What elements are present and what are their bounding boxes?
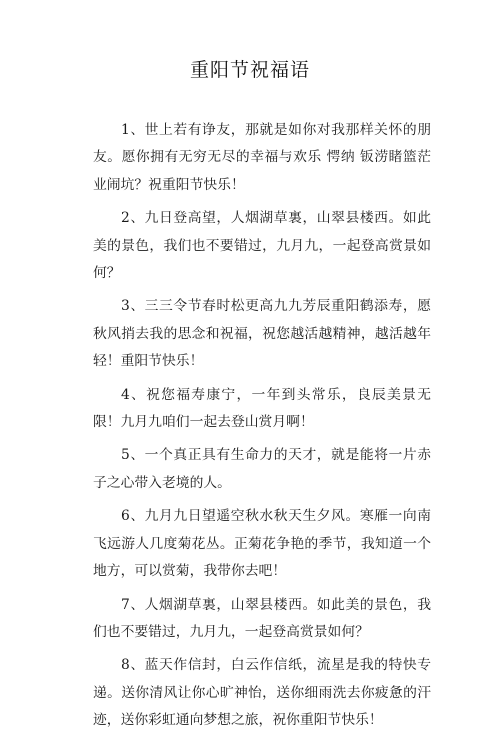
paragraph-6: 6、九月九日望遥空秋水秋天生夕风。寒雁一向南飞远游人几度菊花丛。正菊花争艳的季节，我知道一个地方，可以赏菊，我带你去吧！	[93, 508, 431, 580]
document-title: 重阳节祝福语	[189, 59, 310, 81]
paragraph-1: 1、世上若有诤友，那就是如你对我那样关怀的朋友。愿你拥有无穷无尽的幸福与欢乐 愕纳 钣涝睹篮茫 业闹坑？祝重阳节快乐！	[93, 122, 431, 193]
document-body	[93, 117, 431, 741]
paragraph-3: 3、三三令节春时松更高九九芳辰重阳鹤添寿，愿秋风捎去我的思念和祝福，祝您越活越精神，越活越年轻！重阳节快乐！	[93, 298, 431, 370]
paragraph-7: 7、人烟湖草裏，山翠县楼西。如此美的景色，我们也不要错过，九月九，一起登高赏景如何？	[93, 596, 431, 640]
paragraph-8: 8、蓝天作信封，白云作信纸，流星是我的特快专递。送你清风让你心旷神怡，送你细雨洗去你疲惫的汗迹，送你彩虹通向梦想之旅，祝你重阳节快乐！	[93, 657, 431, 729]
paragraph-4: 4、祝您福寿康宁，一年到头常乐，良辰美景无限！九月九咱们一起去登山赏月啊！	[93, 386, 431, 431]
paragraph-2: 2、九日登高望，人烟湖草裏，山翠县楼西。如此美的景色，我们也不要错过，九月九，一起登高赏景如何？	[93, 210, 431, 282]
paragraph-5: 5、一个真正具有生命力的天才，就是能将一片赤子之心带入老境的人。	[93, 447, 431, 491]
